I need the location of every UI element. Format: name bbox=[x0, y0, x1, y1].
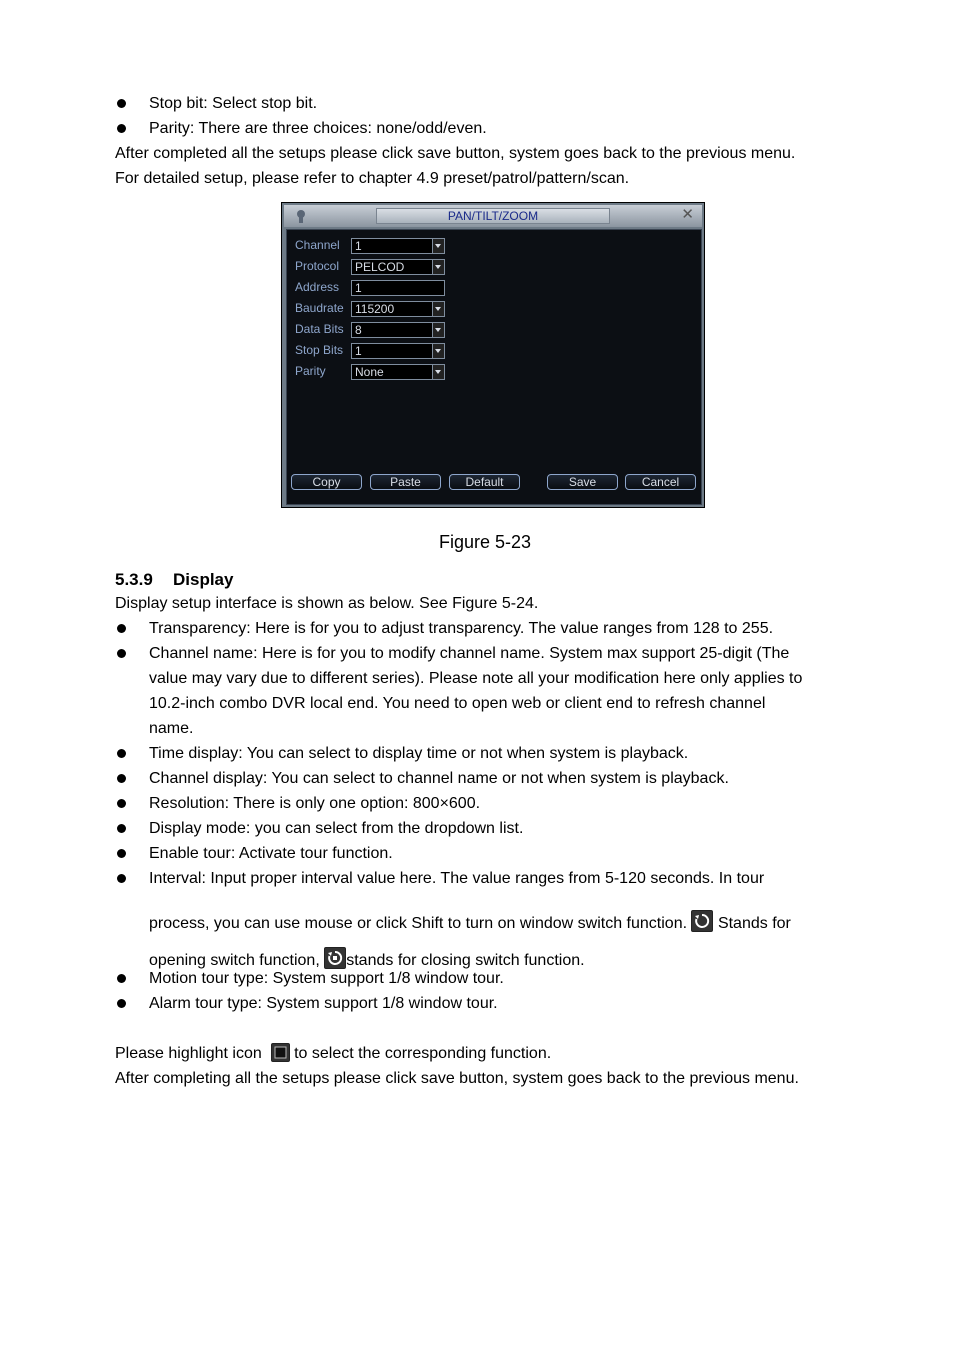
bullet-channel-name-1: Channel name: Here is for you to modify channel name. System max support 25-digit (The bbox=[149, 645, 790, 662]
chevron-down-icon[interactable] bbox=[432, 260, 444, 274]
bullet-enable-tour: Enable tour: Activate tour function. bbox=[149, 845, 393, 862]
interval-text-b: Stands for bbox=[717, 915, 791, 932]
bullet-motion-tour: Motion tour type: System support 1/8 window tour. bbox=[149, 970, 504, 987]
section-heading bbox=[115, 570, 233, 590]
bullet-dot bbox=[117, 99, 126, 108]
bullet-transparency: Transparency: Here is for you to adjust transparency. The value ranges from 128 to 255. bbox=[149, 620, 774, 637]
bullet-interval-2 bbox=[149, 910, 791, 934]
label-stop-bits: Stop Bits bbox=[295, 343, 344, 357]
refresh-closed-icon bbox=[324, 947, 346, 969]
bullet-alarm-tour: Alarm tour type: System support 1/8 window tour. bbox=[149, 995, 498, 1012]
parity-value: None bbox=[355, 365, 384, 379]
bullet-dot bbox=[117, 624, 126, 633]
bullet-dot bbox=[117, 824, 126, 833]
bullet-dot bbox=[117, 124, 126, 133]
bullet-interval-3 bbox=[149, 947, 585, 971]
label-protocol: Protocol bbox=[295, 259, 340, 273]
highlight-text-a: Please highlight icon bbox=[115, 1045, 262, 1062]
label-baudrate: Baudrate bbox=[295, 301, 344, 315]
chevron-down-icon[interactable] bbox=[432, 302, 444, 316]
bullet-channel-display: Channel display: You can select to channel name or not when system is playback. bbox=[149, 770, 729, 787]
bullet-time-display: Time display: You can select to display time or not when system is playback. bbox=[149, 745, 689, 762]
chevron-down-icon[interactable] bbox=[432, 323, 444, 337]
bullet-stop-bit: Stop bit: Select stop bit. bbox=[149, 95, 318, 112]
dialog-title: PAN/TILT/ZOOM bbox=[376, 208, 610, 224]
closing-paragraph: After completing all the setups please click save button, system goes back to the previous menu. bbox=[115, 1070, 799, 1087]
protocol-value: PELCOD bbox=[355, 260, 405, 274]
copy-button[interactable]: Copy bbox=[291, 474, 362, 490]
bullet-resolution: Resolution: There is only one option: 800×600. bbox=[149, 795, 481, 812]
bullet-display-mode: Display mode: you can select from the dropdown list. bbox=[149, 820, 524, 837]
chevron-down-icon[interactable] bbox=[432, 365, 444, 379]
highlight-instruction bbox=[115, 1043, 551, 1064]
bullet-parity: Parity: There are three choices: none/odd/even. bbox=[149, 120, 487, 137]
baudrate-value: 115200 bbox=[355, 302, 395, 316]
bullet-dot bbox=[117, 774, 126, 783]
dialog-body bbox=[286, 229, 702, 505]
interval-text-a: process, you can use mouse or click Shift to turn on window switch function. bbox=[149, 915, 688, 932]
bullet-dot bbox=[117, 974, 126, 983]
section-number: 5.3.9 bbox=[115, 570, 153, 589]
channel-select[interactable] bbox=[351, 238, 445, 254]
baudrate-select[interactable] bbox=[351, 301, 445, 317]
figure-caption: Figure 5-23 bbox=[438, 532, 532, 552]
highlight-text-b: to select the corresponding function. bbox=[294, 1045, 552, 1062]
interval-text-d: stands for closing switch function. bbox=[346, 952, 585, 969]
section-title: Display bbox=[173, 570, 234, 589]
label-address: Address bbox=[295, 280, 340, 294]
bullet-dot bbox=[117, 999, 126, 1008]
bullet-channel-name-4: name. bbox=[149, 720, 194, 737]
address-input[interactable] bbox=[351, 280, 445, 296]
paragraph-detailed-setup: For detailed setup, please refer to chapter 4.9 preset/patrol/pattern/scan. bbox=[115, 170, 630, 187]
bullet-dot bbox=[117, 849, 126, 858]
bullet-dot bbox=[117, 799, 126, 808]
app-logo-icon bbox=[294, 208, 308, 224]
chevron-down-icon[interactable] bbox=[432, 344, 444, 358]
label-data-bits: Data Bits bbox=[295, 322, 344, 336]
save-button[interactable]: Save bbox=[547, 474, 618, 490]
bullet-dot bbox=[117, 874, 126, 883]
data-bits-value: 8 bbox=[355, 323, 362, 337]
label-channel: Channel bbox=[295, 238, 340, 252]
cancel-button[interactable]: Cancel bbox=[625, 474, 696, 490]
stop-bits-select[interactable] bbox=[351, 343, 445, 359]
paragraph-after-setup: After completed all the setups please click save button, system goes back to the previous menu. bbox=[115, 145, 796, 162]
label-parity: Parity bbox=[295, 364, 326, 378]
address-value: 1 bbox=[355, 281, 362, 295]
close-icon[interactable]: ✕ bbox=[681, 206, 694, 223]
dialog-title-bar bbox=[284, 205, 702, 227]
bullet-dot bbox=[117, 649, 126, 658]
bullet-channel-name-3: 10.2-inch combo DVR local end. You need to open web or client end to refresh channel bbox=[149, 695, 766, 712]
stop-bits-value: 1 bbox=[355, 344, 362, 358]
bullet-dot bbox=[117, 749, 126, 758]
chevron-down-icon[interactable] bbox=[432, 239, 444, 253]
bullet-interval-1: Interval: Input proper interval value here. The value ranges from 5-120 seconds. In tour bbox=[149, 870, 765, 887]
display-intro: Display setup interface is shown as below. See Figure 5-24. bbox=[115, 595, 539, 612]
parity-select[interactable] bbox=[351, 364, 445, 380]
interval-text-c: opening switch function, bbox=[149, 952, 320, 969]
data-bits-select[interactable] bbox=[351, 322, 445, 338]
ptz-dialog bbox=[281, 202, 705, 508]
protocol-select[interactable] bbox=[351, 259, 445, 275]
bullet-channel-name-2: value may vary due to different series). Please note all your modification here only applies to bbox=[149, 670, 803, 687]
paste-button[interactable]: Paste bbox=[370, 474, 441, 490]
square-icon bbox=[271, 1043, 290, 1062]
refresh-icon bbox=[691, 910, 713, 932]
channel-value: 1 bbox=[355, 239, 362, 253]
default-button[interactable]: Default bbox=[449, 474, 520, 490]
